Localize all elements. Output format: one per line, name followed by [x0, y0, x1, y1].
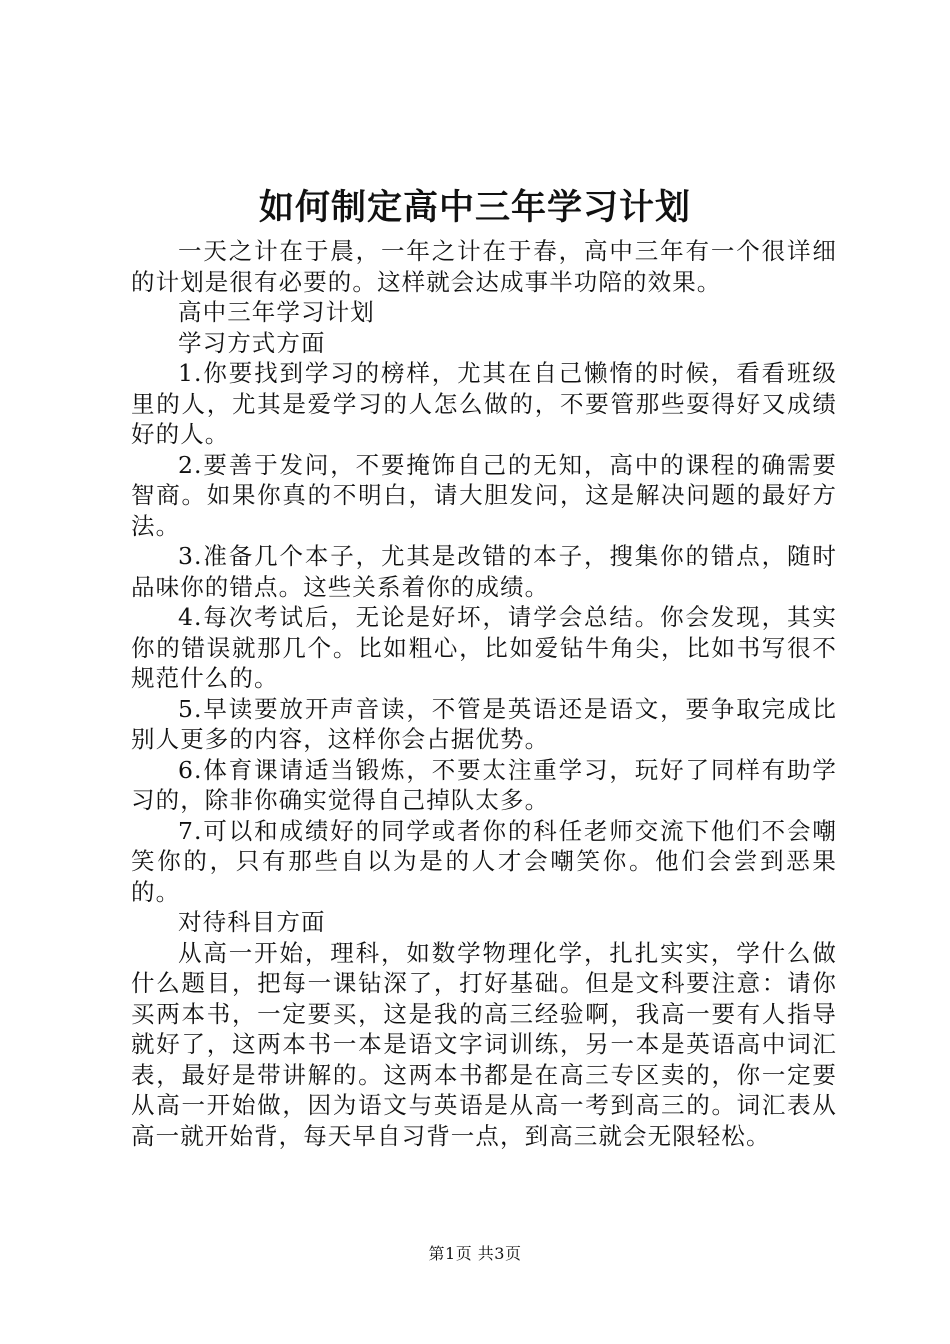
paragraph-item-1: 1.你要找到学习的榜样，尤其在自己懒惰的时候，看看班级里的人，尤其是爱学习的人怎么做的，不要管那些耍得好又成绩好的人。	[131, 359, 837, 448]
paragraph-subject-advice: 从高一开始，理科，如数学物理化学，扎扎实实，学什么做什么题目，把每一课钻深了，打好基础。但是文科要注意：请你买两本书，一定要买，这是我的高三经验啊，我高一要有人指导就好了，这两本书一本是语文字词训练，另一本是英语高中词汇表，最好是带讲解的。这两本书都是在高三专区卖的，你一定要从高一开始做，因为语文与英语是从高一考到高三的。词汇表从高一就开始背，每天早自习背一点，到高三就会无限轻松。	[131, 938, 837, 1150]
paragraph-subject-heading: 对待科目方面	[178, 908, 326, 936]
page-number-footer: 第1页 共3页	[428, 1244, 522, 1263]
paragraph-item-7: 7.可以和成绩好的同学或者你的科任老师交流下他们不会嘲笑你的，只有那些自以为是的人才会嘲笑你。他们会尝到恶果的。	[131, 816, 837, 906]
document-title: 如何制定高中三年学习计划	[258, 187, 691, 228]
paragraph-item-6: 6.体育课请适当锻炼，不要太注重学习，玩好了同样有助学习的，除非你确实觉得自己掉队太多。	[131, 755, 837, 814]
paragraph-item-3: 3.准备几个本子，尤其是改错的本子，搜集你的错点，随时品味你的错点。这些关系着你的成绩。	[131, 542, 837, 601]
paragraph-item-5: 5.早读要放开声音读，不管是英语还是语文，要争取完成比别人更多的内容，这样你会占据优势。	[131, 694, 837, 753]
paragraph-intro: 一天之计在于晨，一年之计在于春，高中三年有一个很详细的计划是很有必要的。这样就会达成事半功陪的效果。	[131, 237, 837, 296]
paragraph-item-4: 4.每次考试后，无论是好坏，请学会总结。你会发现，其实你的错误就那几个。比如粗心，比如爱钻牛角尖，比如书写很不规范什么的。	[131, 603, 837, 692]
document-body	[131, 236, 837, 1151]
paragraph-plan-heading: 高中三年学习计划	[178, 298, 375, 326]
paragraph-method-heading: 学习方式方面	[178, 328, 326, 357]
paragraph-item-2: 2.要善于发问，不要掩饰自己的无知，高中的课程的确需要智商。如果你真的不明白，请大胆发问，这是解决问题的最好方法。	[131, 450, 837, 540]
